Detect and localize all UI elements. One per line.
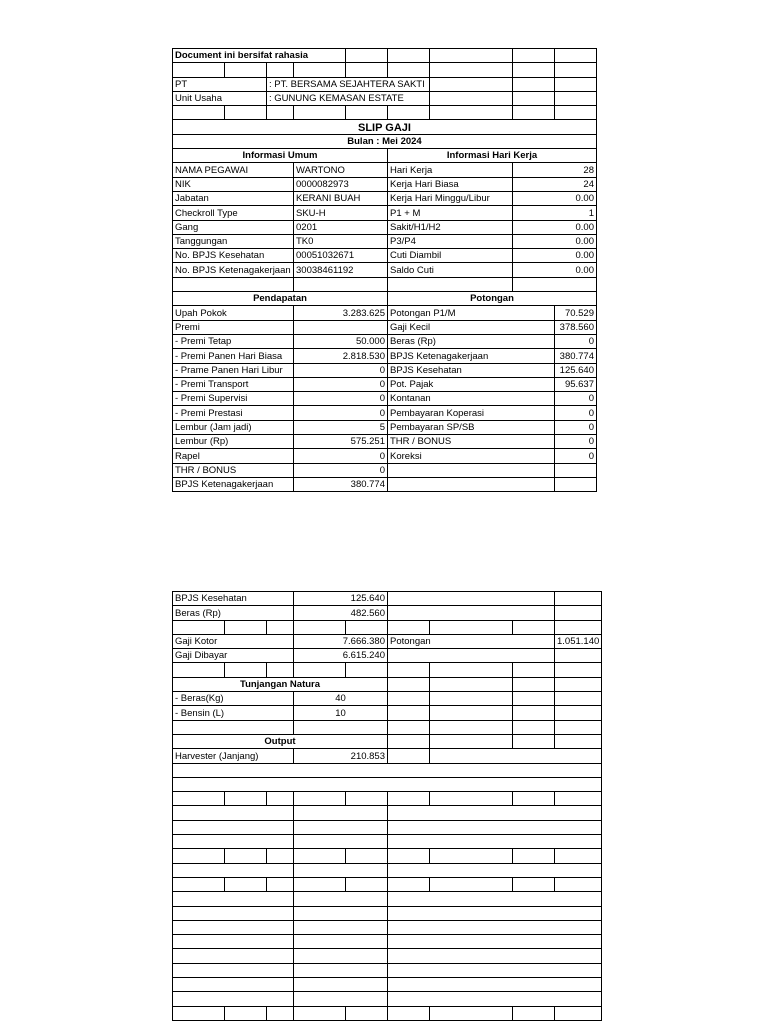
confidential-note: Document ini bersifat rahasia <box>173 49 346 63</box>
work-value: 0.00 <box>513 263 597 277</box>
info-value: 0201 <box>294 220 388 234</box>
earnings-row <box>173 349 597 363</box>
earning-label: - Prame Panen Hari Libur <box>173 363 294 377</box>
summary-row <box>173 592 602 606</box>
earnings-row <box>173 463 597 477</box>
empty-row <box>173 763 602 777</box>
gaji-dibayar-value: 6.615.240 <box>294 649 388 663</box>
info-value: SKU-H <box>294 206 388 220</box>
payslip-table-page1 <box>172 48 597 492</box>
deduction-value: 380.774 <box>555 349 597 363</box>
gaji-dibayar-label: Gaji Dibayar <box>173 649 294 663</box>
work-label: Cuti Diambil <box>388 249 513 263</box>
earnings-row <box>173 392 597 406</box>
info-label: Jabatan <box>173 191 294 205</box>
deduction-label: Potongan P1/M <box>388 306 555 320</box>
empty-row <box>173 663 602 677</box>
empty-row <box>173 920 602 934</box>
deduction-value: 0 <box>555 406 597 420</box>
output-row <box>173 749 602 763</box>
earning-value: 50.000 <box>294 334 388 348</box>
earning-label: Rapel <box>173 449 294 463</box>
info-row <box>173 177 597 191</box>
work-label: Saldo Cuti <box>388 263 513 277</box>
earning-label: BPJS Ketenagakerjaan <box>173 477 294 491</box>
earnings-row <box>173 334 597 348</box>
earnings-row <box>173 435 597 449</box>
empty-row <box>173 992 602 1006</box>
deduction-label: Beras (Rp) <box>388 334 555 348</box>
deduction-value: 0 <box>555 334 597 348</box>
empty-row <box>173 877 602 891</box>
gaji-kotor-value: 7.666.380 <box>294 634 388 648</box>
deduction-label: Pembayaran SP/SB <box>388 420 555 434</box>
earning-value: 0 <box>294 406 388 420</box>
info-label: No. BPJS Kesehatan <box>173 249 294 263</box>
earning-label: Premi <box>173 320 294 334</box>
info-label: No. BPJS Ketenagakerjaan <box>173 263 294 277</box>
empty-row <box>173 835 602 849</box>
empty-row <box>173 720 602 734</box>
natura-label: - Beras(Kg) <box>173 692 294 706</box>
info-umum-heading: Informasi Umum <box>173 149 388 163</box>
deduction-value: 70.529 <box>555 306 597 320</box>
total-potongan-value: 1.051.140 <box>555 634 602 648</box>
earning-label: - Premi Panen Hari Biasa <box>173 349 294 363</box>
info-row <box>173 234 597 248</box>
earnings-row <box>173 320 597 334</box>
info-row <box>173 220 597 234</box>
deduction-label: THR / BONUS <box>388 435 555 449</box>
unit-value: : GUNUNG KEMASAN ESTATE <box>267 91 430 105</box>
info-label: Gang <box>173 220 294 234</box>
empty-row <box>173 777 602 791</box>
work-label: Kerja Hari Minggu/Libur <box>388 191 513 205</box>
earning-value: 0 <box>294 449 388 463</box>
earning-label: - Premi Transport <box>173 377 294 391</box>
section-header-row <box>173 149 597 163</box>
info-label: Tanggungan <box>173 234 294 248</box>
empty-row <box>173 620 602 634</box>
deduction-value: 0 <box>555 420 597 434</box>
section-header-row <box>173 292 597 306</box>
empty-row <box>173 892 602 906</box>
info-row <box>173 249 597 263</box>
deduction-label: Kontanan <box>388 392 555 406</box>
info-value: TK0 <box>294 234 388 248</box>
empty-row <box>173 963 602 977</box>
work-value: 0.00 <box>513 234 597 248</box>
info-label: Checkroll Type <box>173 206 294 220</box>
unit-row <box>173 91 597 105</box>
pt-value: : PT. BERSAMA SEJAHTERA SAKTI <box>267 77 430 91</box>
work-value: 1 <box>513 206 597 220</box>
earning-label: THR / BONUS <box>173 463 294 477</box>
work-value: 0.00 <box>513 191 597 205</box>
info-row <box>173 191 597 205</box>
earnings-row <box>173 477 597 491</box>
earning-value: 380.774 <box>294 477 388 491</box>
earning-value: 0 <box>294 377 388 391</box>
pt-label: PT <box>173 77 267 91</box>
output-value: 210.853 <box>294 749 388 763</box>
empty-row <box>173 106 597 120</box>
summary-row <box>173 634 602 648</box>
info-label: NAMA PEGAWAI <box>173 163 294 177</box>
earnings-row <box>173 377 597 391</box>
info-value: KERANI BUAH <box>294 191 388 205</box>
empty-row <box>173 849 602 863</box>
summary-row <box>173 649 602 663</box>
earning-label: Lembur (Rp) <box>173 435 294 449</box>
work-value: 24 <box>513 177 597 191</box>
deduction-value: 0 <box>555 449 597 463</box>
gaji-kotor-label: Gaji Kotor <box>173 634 294 648</box>
empty-row <box>173 63 597 77</box>
earnings-row <box>173 420 597 434</box>
section-header-row <box>173 677 602 691</box>
empty-row <box>173 978 602 992</box>
work-label: Kerja Hari Biasa <box>388 177 513 191</box>
work-value: 0.00 <box>513 220 597 234</box>
info-value: 00051032671 <box>294 249 388 263</box>
earning-label: - Premi Supervisi <box>173 392 294 406</box>
work-value: 0.00 <box>513 249 597 263</box>
empty-row <box>173 820 602 834</box>
work-label: P3/P4 <box>388 234 513 248</box>
deduction-value: 95.637 <box>555 377 597 391</box>
empty-row <box>173 906 602 920</box>
empty-row <box>173 277 597 291</box>
section-header-row <box>173 734 602 748</box>
work-label: P1 + M <box>388 206 513 220</box>
empty-row <box>173 1006 602 1020</box>
deduction-label: Koreksi <box>388 449 555 463</box>
info-row <box>173 163 597 177</box>
company-row <box>173 77 597 91</box>
earning-value: 0 <box>294 363 388 377</box>
empty-row <box>173 949 602 963</box>
empty-row <box>173 806 602 820</box>
earning-label: - Premi Tetap <box>173 334 294 348</box>
confidential-row <box>173 49 597 63</box>
info-hari-kerja-heading: Informasi Hari Kerja <box>388 149 597 163</box>
unit-label: Unit Usaha <box>173 91 267 105</box>
info-value: 30038461192 <box>294 263 388 277</box>
slip-period: Bulan : Mei 2024 <box>173 134 597 148</box>
natura-heading: Tunjangan Natura <box>173 677 388 691</box>
natura-row <box>173 692 602 706</box>
deduction-value: 378.560 <box>555 320 597 334</box>
deduction-label: Gaji Kecil <box>388 320 555 334</box>
info-value: WARTONO <box>294 163 388 177</box>
earning-label: Upah Pokok <box>173 306 294 320</box>
earning-value <box>294 320 388 334</box>
beras-label: Beras (Rp) <box>173 606 294 620</box>
deduction-label: Pembayaran Koperasi <box>388 406 555 420</box>
payslip-table-page2 <box>172 591 602 1021</box>
natura-row <box>173 706 602 720</box>
deduction-value: 0 <box>555 392 597 406</box>
empty-row <box>173 935 602 949</box>
earning-value: 5 <box>294 420 388 434</box>
work-label: Hari Kerja <box>388 163 513 177</box>
deduction-label: BPJS Kesehatan <box>388 363 555 377</box>
deduction-value: 125.640 <box>555 363 597 377</box>
earning-value: 0 <box>294 463 388 477</box>
potongan-heading: Potongan <box>388 292 597 306</box>
beras-value: 482.560 <box>294 606 388 620</box>
empty-row <box>173 792 602 806</box>
deduction-label: Pot. Pajak <box>388 377 555 391</box>
output-label: Harvester (Janjang) <box>173 749 294 763</box>
work-value: 28 <box>513 163 597 177</box>
bpjs-kesehatan-value: 125.640 <box>294 592 388 606</box>
info-label: NIK <box>173 177 294 191</box>
earnings-row <box>173 306 597 320</box>
earning-value: 0 <box>294 392 388 406</box>
total-potongan-label: Potongan <box>388 634 555 648</box>
info-row <box>173 263 597 277</box>
natura-label: - Bensin (L) <box>173 706 294 720</box>
work-label: Sakit/H1/H2 <box>388 220 513 234</box>
earning-label: Lembur (Jam jadi) <box>173 420 294 434</box>
earnings-row <box>173 363 597 377</box>
empty-row <box>173 863 602 877</box>
summary-row <box>173 606 602 620</box>
deduction-label: BPJS Ketenagakerjaan <box>388 349 555 363</box>
earning-value: 2.818.530 <box>294 349 388 363</box>
bpjs-kesehatan-label: BPJS Kesehatan <box>173 592 294 606</box>
earnings-row <box>173 406 597 420</box>
info-value: 0000082973 <box>294 177 388 191</box>
deduction-value: 0 <box>555 435 597 449</box>
earnings-row <box>173 449 597 463</box>
slip-title: SLIP GAJI <box>173 120 597 134</box>
earning-value: 3.283.625 <box>294 306 388 320</box>
earning-label: - Premi Prestasi <box>173 406 294 420</box>
earning-value: 575.251 <box>294 435 388 449</box>
natura-value: 10 <box>294 706 388 720</box>
info-row <box>173 206 597 220</box>
output-heading: Output <box>173 734 388 748</box>
natura-value: 40 <box>294 692 388 706</box>
pendapatan-heading: Pendapatan <box>173 292 388 306</box>
